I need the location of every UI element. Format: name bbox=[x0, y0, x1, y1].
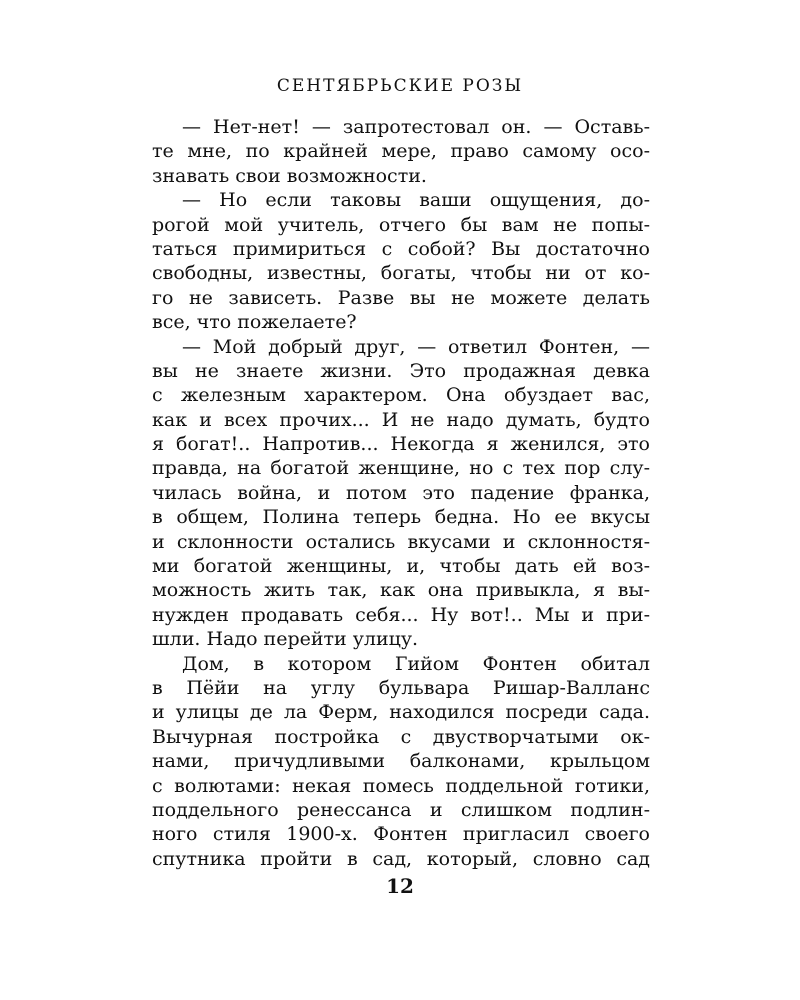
text-line: — Нет-нет! — запротестовал он. — Оставь- bbox=[182, 116, 650, 138]
text-line: шли. Надо перейти улицу. bbox=[152, 628, 419, 651]
text-line: я богат!.. Напротив... Некогда я женился, это bbox=[152, 433, 650, 456]
text-line: и склонности остались вкусами и склонностя- bbox=[152, 530, 650, 553]
text-line: правда, на богатой женщине, но с тех пор слу- bbox=[152, 457, 650, 480]
text-line: все, что пожелаете? bbox=[152, 311, 357, 334]
text-line: чилась война, и потом это падение франка, bbox=[152, 481, 650, 504]
text-line: знавать свои возможности. bbox=[152, 164, 427, 187]
text-line: свободны, известны, богаты, чтобы ни от ко- bbox=[152, 262, 650, 285]
text-line: — Но если таковы ваши ощущения, до- bbox=[182, 189, 650, 212]
text-line: ми богатой женщины, и, чтобы дать ей воз- bbox=[152, 555, 650, 578]
text-line: Дом, в котором Гийом Фонтен обитал bbox=[182, 652, 650, 675]
body-text bbox=[152, 115, 650, 871]
text-line: ного стиля 1900-х. Фонтен пригласил своего bbox=[152, 823, 650, 846]
text-line: — Мой добрый друг, — ответил Фонтен, — bbox=[182, 335, 650, 358]
text-line: рогой мой учитель, отчего бы вам не попы- bbox=[152, 213, 650, 236]
text-line: с волютами: некая помесь поддельной готики, bbox=[152, 774, 650, 797]
text-line: спутника пройти в сад, который, словно сад bbox=[152, 847, 650, 870]
text-line: в Пёйи на углу бульвара Ришар-Валланс bbox=[152, 676, 650, 699]
text-line: нужден продавать себя... Ну вот!.. Мы и при- bbox=[152, 603, 650, 626]
text-line: можность жить так, как она привыкла, я вы- bbox=[152, 579, 650, 602]
text-line: в общем, Полина теперь бедна. Но ее вкусы bbox=[152, 506, 650, 529]
running-header: СЕНТЯБРЬСКИЕ РОЗЫ bbox=[276, 76, 524, 96]
text-line: поддельного ренессанса и слишком подлин- bbox=[152, 798, 650, 821]
text-line: с железным характером. Она обуздает вас, bbox=[152, 384, 650, 407]
page-number: 12 bbox=[386, 874, 414, 898]
text-line: таться примириться с собой? Вы достаточно bbox=[152, 237, 650, 260]
text-line: го не зависеть. Разве вы не можете делать bbox=[152, 286, 650, 309]
text-line: Вычурная постройка с двустворчатыми ок- bbox=[152, 725, 650, 748]
text-line: нами, причудливыми балконами, крыльцом bbox=[152, 750, 650, 773]
text-line: те мне, по крайней мере, право самому осо- bbox=[152, 140, 650, 163]
text-line: вы не знаете жизни. Это продажная девка bbox=[152, 359, 650, 382]
text-line: и улицы де ла Ферм, находился посреди сада. bbox=[152, 701, 650, 724]
text-line: как и всех прочих... И не надо думать, будто bbox=[152, 408, 650, 431]
